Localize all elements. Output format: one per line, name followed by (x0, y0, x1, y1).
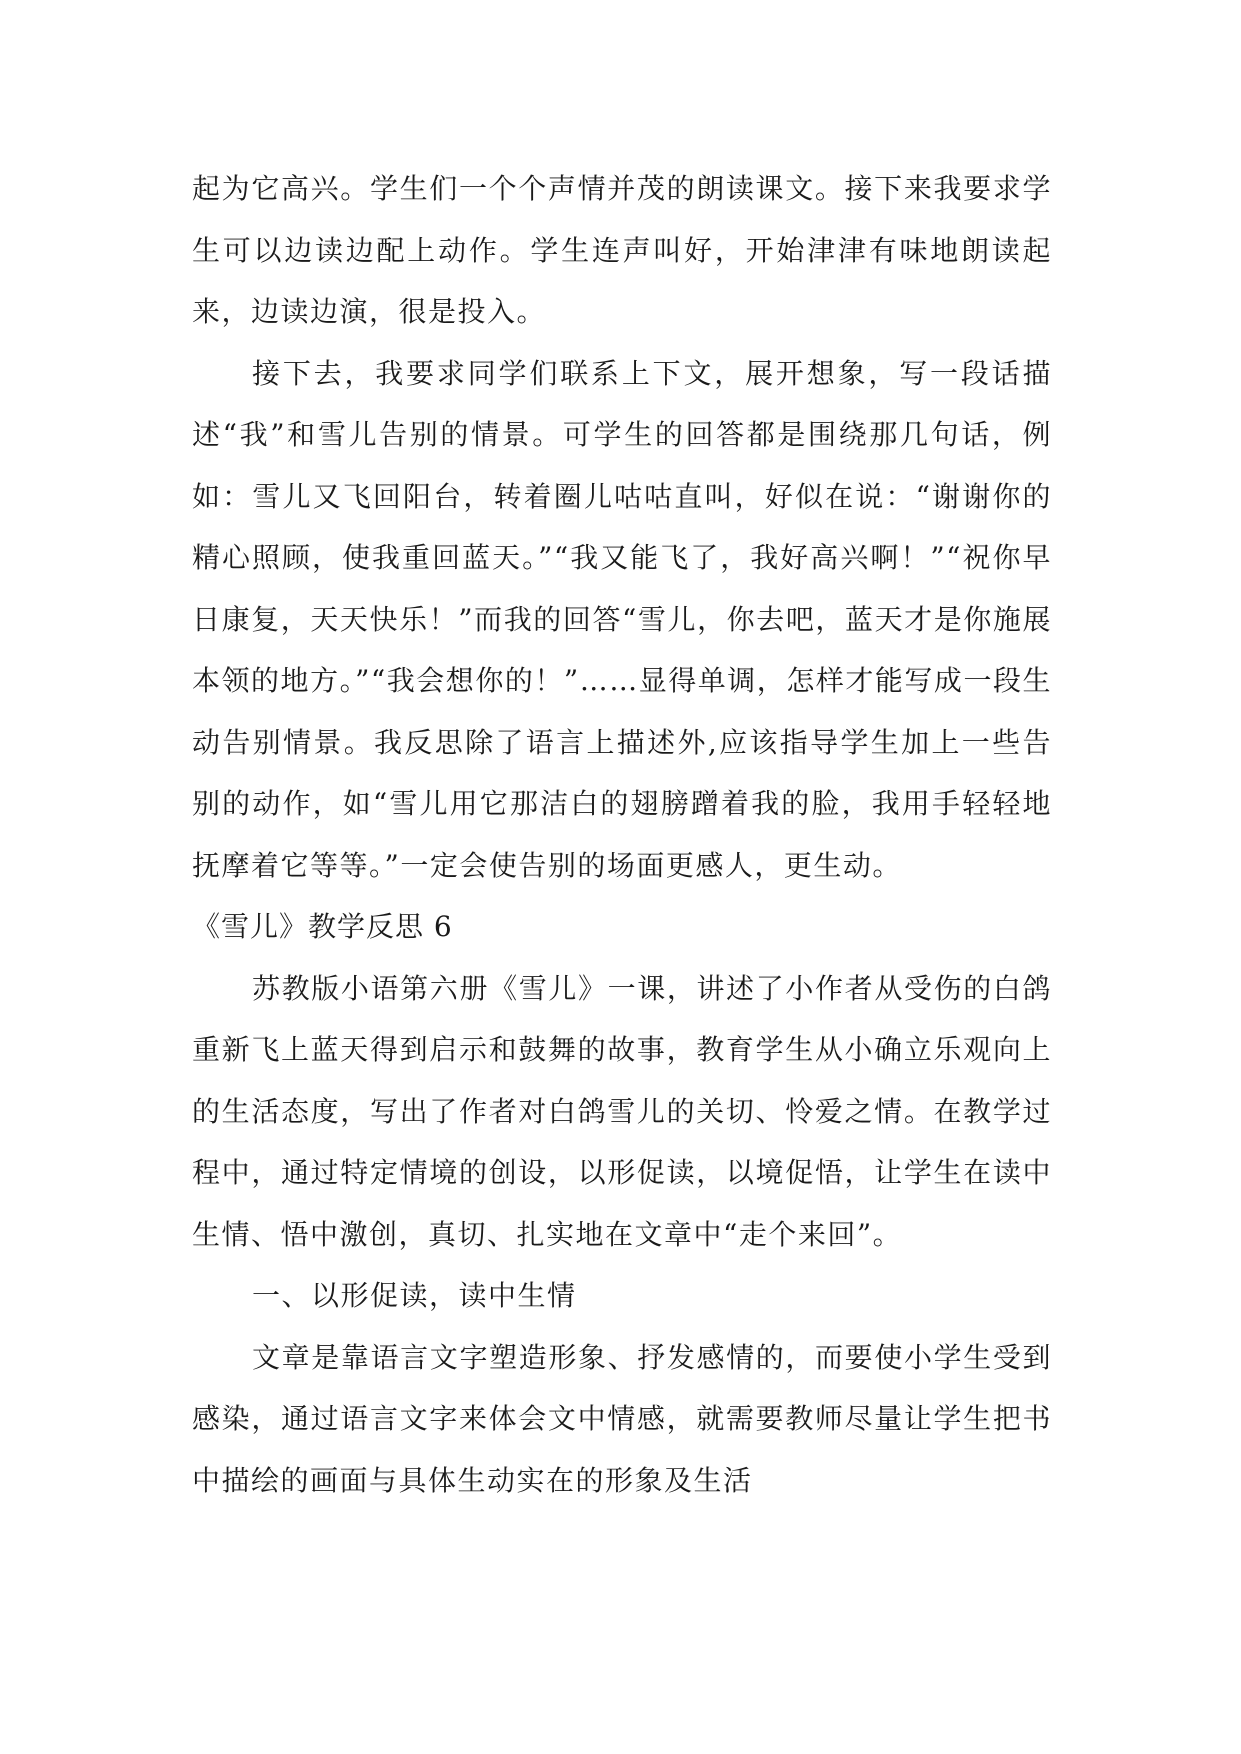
subheading-reading: 一、以形促读，读中生情 (252, 1279, 577, 1312)
paragraph-farewell-scene: 接下去，我要求同学们联系上下文，展开想象，写一段话描述“我”和雪儿告别的情景。可学生的回答都是围绕那几句话，例如：雪儿又飞回阳台，转着圈儿咕咕直叫，好似在说：“谢谢你的精心照顾，使我重回蓝天。”“我又能飞了，我好高兴啊！”“祝你早日康复，天天快乐！”而我的回答“雪儿，你去吧，蓝天才是你施展本领的地方。”“我会想你的！”……显得单调，怎样才能写成一段生动告别情景。我反思除了语言上描述外,应该指导学生加上一些告别的动作，如“雪儿用它那洁白的翅膀蹭着我的脸，我用手轻轻地抚摩着它等等。”一定会使告别的场面更感人，更生动。 (192, 356, 1052, 882)
paragraph-language-image: 文章是靠语言文字塑造形象、抒发感情的，而要使小学生受到感染，通过语言文字来体会文中情感，就需要教师尽量让学生把书中描绘的画面与具体生动实在的形象及生活 (192, 1340, 1052, 1497)
paragraph-lesson-intro: 苏教版小语第六册《雪儿》一课，讲述了小作者从受伤的白鸽重新飞上蓝天得到启示和鼓舞的故事，教育学生从小确立乐观向上的生活态度，写出了作者对白鸽雪儿的关切、怜爱之情。在教学过程中，通过特定情境的创设，以形促读，以境促悟，让学生在读中生情、悟中激创，真切、扎实地在文章中“走个来回”。 (192, 971, 1052, 1251)
document-page (192, 158, 1052, 1511)
section-title: 《雪儿》教学反思 6 (192, 910, 453, 943)
paragraph-continuation: 起为它高兴。学生们一个个声情并茂的朗读课文。接下来我要求学生可以边读边配上动作。学生连声叫好，开始津津有味地朗读起来，边读边演，很是投入。 (192, 172, 1052, 328)
